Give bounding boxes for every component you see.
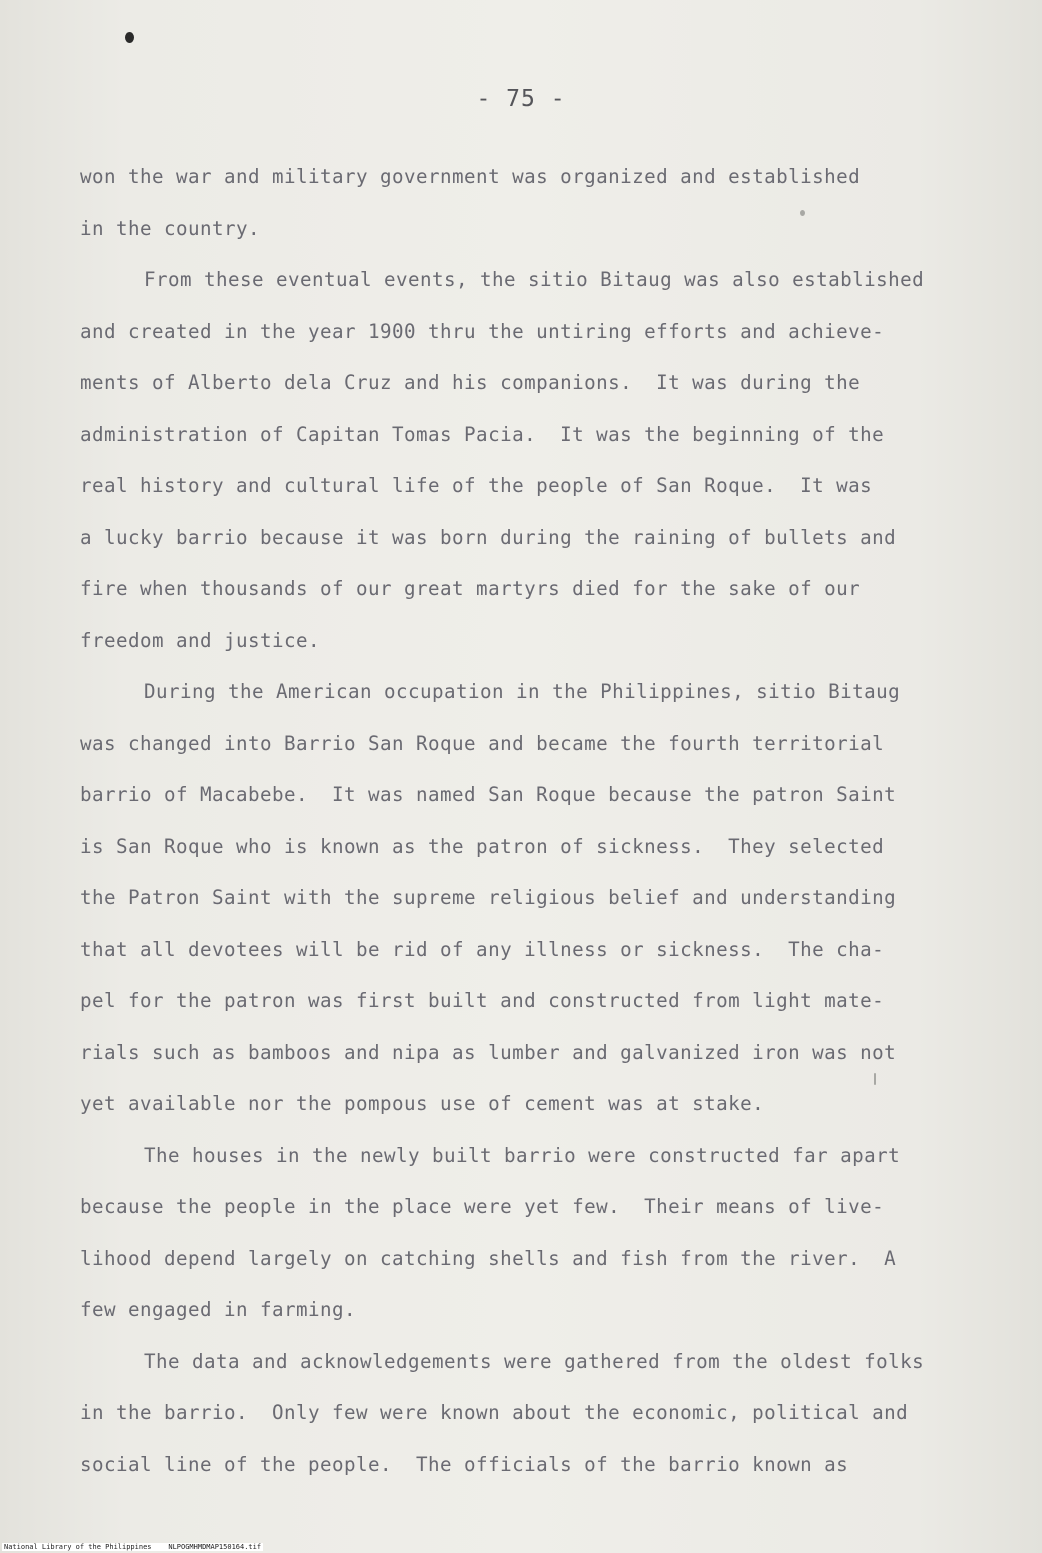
text-line: the Patron Saint with the supreme religious belief and understanding [80, 886, 897, 909]
text-line: From these eventual events, the sitio Bitaug was also established [144, 268, 925, 291]
page-number: - 75 - [476, 86, 566, 112]
text-line: fire when thousands of our great martyrs died for the sake of our [80, 577, 861, 600]
text-line: The houses in the newly built barrio were constructed far apart [144, 1143, 901, 1167]
archive-footer: National Library of the Philippines NLPOGMHMDMAP150164.tif [4, 1543, 262, 1551]
text-line: and created in the year 1900 thru the untiring efforts and achieve- [80, 319, 885, 343]
text-line: in the barrio. Only few were known about the economic, political and [80, 1401, 909, 1424]
text-line: is San Roque who is known as the patron of sickness. They selected [80, 834, 885, 858]
text-line: ments of Alberto dela Cruz and his companions. It was during the [80, 371, 861, 394]
text-line: social line of the people. The officials of the barrio known as [80, 1452, 849, 1476]
text-line: yet available nor the pompous use of cement was at stake. [80, 1092, 765, 1115]
text-line: pel for the patron was first built and constructed from light mate- [80, 989, 885, 1012]
text-line: in the country. [80, 216, 261, 240]
text-line: won the war and military government was organized and established [80, 165, 861, 188]
text-line: administration of Capitan Tomas Pacia. It was the beginning of the [80, 422, 885, 446]
text-line: real history and cultural life of the people of San Roque. It was [80, 474, 873, 497]
text-line: freedom and justice. [80, 628, 321, 652]
text-line: The data and acknowledgements were gathered from the oldest folks [144, 1349, 925, 1373]
text-line: that all devotees will be rid of any illness or sickness. The cha- [80, 937, 885, 961]
text-line: because the people in the place were yet few. Their means of live- [80, 1195, 885, 1218]
text-line: rials such as bamboos and nipa as lumber and galvanized iron was not [80, 1040, 897, 1064]
text-line: barrio of Macabebe. It was named San Roque because the patron Saint [80, 783, 897, 806]
text-line: During the American occupation in the Philippines, sitio Bitaug [144, 680, 901, 703]
text-line: few engaged in farming. [80, 1298, 357, 1321]
text-line: a lucky barrio because it was born during the raining of bullets and [80, 525, 897, 549]
typed-body-text [80, 151, 980, 1490]
text-line: was changed into Barrio San Roque and became the fourth territorial [80, 731, 885, 755]
text-line: lihood depend largely on catching shells and fish from the river. A [80, 1246, 897, 1270]
punch-hole-mark [125, 32, 134, 43]
